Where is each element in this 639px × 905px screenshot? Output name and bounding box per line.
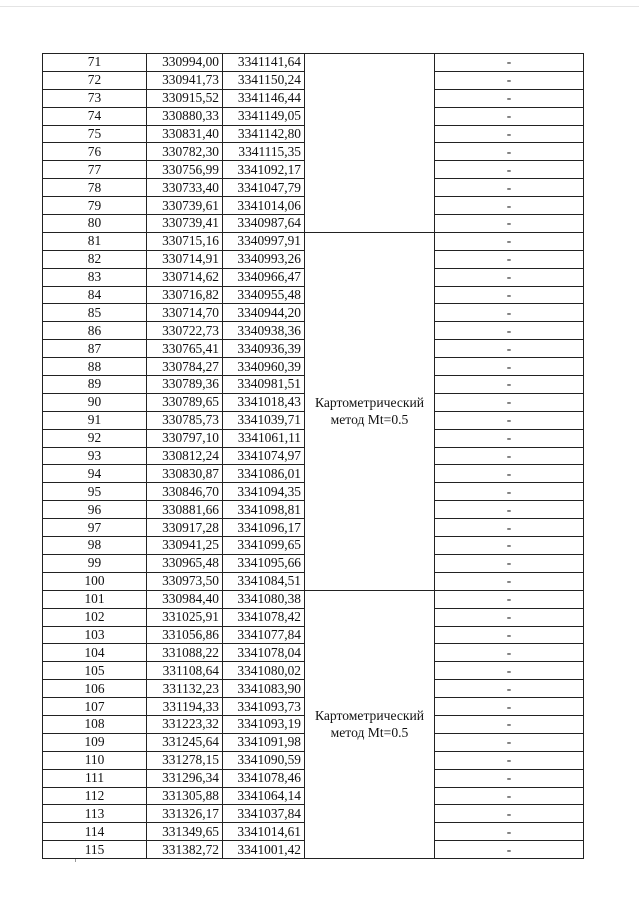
x-coordinate-cell: 330880,33 bbox=[147, 107, 223, 125]
y-coordinate-cell: 3341047,79 bbox=[223, 179, 305, 197]
x-coordinate-cell: 331194,33 bbox=[147, 698, 223, 716]
accuracy-cell: - bbox=[435, 572, 584, 590]
point-number-cell: 92 bbox=[43, 429, 147, 447]
point-number-cell: 78 bbox=[43, 179, 147, 197]
accuracy-cell: - bbox=[435, 626, 584, 644]
point-number-cell: 114 bbox=[43, 823, 147, 841]
accuracy-cell: - bbox=[435, 376, 584, 394]
y-coordinate-cell: 3341093,73 bbox=[223, 698, 305, 716]
x-coordinate-cell: 331245,64 bbox=[147, 733, 223, 751]
y-coordinate-cell: 3341146,44 bbox=[223, 89, 305, 107]
point-number-cell: 90 bbox=[43, 393, 147, 411]
x-coordinate-cell: 330739,41 bbox=[147, 215, 223, 233]
y-coordinate-cell: 3341150,24 bbox=[223, 71, 305, 89]
accuracy-cell: - bbox=[435, 54, 584, 72]
accuracy-cell: - bbox=[435, 268, 584, 286]
x-coordinate-cell: 331382,72 bbox=[147, 841, 223, 859]
point-number-cell: 85 bbox=[43, 304, 147, 322]
point-number-cell: 86 bbox=[43, 322, 147, 340]
x-coordinate-cell: 330812,24 bbox=[147, 447, 223, 465]
y-coordinate-cell: 3340981,51 bbox=[223, 376, 305, 394]
accuracy-cell: - bbox=[435, 71, 584, 89]
point-number-cell: 105 bbox=[43, 662, 147, 680]
accuracy-cell: - bbox=[435, 769, 584, 787]
x-coordinate-cell: 331296,34 bbox=[147, 769, 223, 787]
x-coordinate-cell: 330846,70 bbox=[147, 483, 223, 501]
accuracy-cell: - bbox=[435, 787, 584, 805]
y-coordinate-cell: 3341064,14 bbox=[223, 787, 305, 805]
method-cell: Картометрический метод Mt=0.5 bbox=[305, 590, 435, 858]
point-number-cell: 84 bbox=[43, 286, 147, 304]
x-coordinate-cell: 330984,40 bbox=[147, 590, 223, 608]
point-number-cell: 95 bbox=[43, 483, 147, 501]
y-coordinate-cell: 3341039,71 bbox=[223, 411, 305, 429]
y-coordinate-cell: 3340987,64 bbox=[223, 215, 305, 233]
accuracy-cell: - bbox=[435, 232, 584, 250]
table-row bbox=[43, 54, 584, 72]
point-number-cell: 72 bbox=[43, 71, 147, 89]
x-coordinate-cell: 330714,91 bbox=[147, 250, 223, 268]
scan-speck bbox=[75, 859, 76, 862]
point-number-cell: 104 bbox=[43, 644, 147, 662]
y-coordinate-cell: 3341014,06 bbox=[223, 197, 305, 215]
x-coordinate-cell: 331223,32 bbox=[147, 715, 223, 733]
x-coordinate-cell: 330722,73 bbox=[147, 322, 223, 340]
point-number-cell: 91 bbox=[43, 411, 147, 429]
x-coordinate-cell: 330915,52 bbox=[147, 89, 223, 107]
y-coordinate-cell: 3340936,39 bbox=[223, 340, 305, 358]
y-coordinate-cell: 3340955,48 bbox=[223, 286, 305, 304]
point-number-cell: 89 bbox=[43, 376, 147, 394]
point-number-cell: 87 bbox=[43, 340, 147, 358]
y-coordinate-cell: 3340960,39 bbox=[223, 358, 305, 376]
x-coordinate-cell: 330715,16 bbox=[147, 232, 223, 250]
y-coordinate-cell: 3341018,43 bbox=[223, 393, 305, 411]
y-coordinate-cell: 3341086,01 bbox=[223, 465, 305, 483]
table-row bbox=[43, 232, 584, 250]
accuracy-cell: - bbox=[435, 590, 584, 608]
accuracy-cell: - bbox=[435, 215, 584, 233]
point-number-cell: 88 bbox=[43, 358, 147, 376]
x-coordinate-cell: 331108,64 bbox=[147, 662, 223, 680]
y-coordinate-cell: 3341014,61 bbox=[223, 823, 305, 841]
accuracy-cell: - bbox=[435, 411, 584, 429]
y-coordinate-cell: 3341096,17 bbox=[223, 519, 305, 537]
point-number-cell: 83 bbox=[43, 268, 147, 286]
point-number-cell: 73 bbox=[43, 89, 147, 107]
x-coordinate-cell: 331056,86 bbox=[147, 626, 223, 644]
y-coordinate-cell: 3340993,26 bbox=[223, 250, 305, 268]
y-coordinate-cell: 3341084,51 bbox=[223, 572, 305, 590]
x-coordinate-cell: 330733,40 bbox=[147, 179, 223, 197]
y-coordinate-cell: 3340966,47 bbox=[223, 268, 305, 286]
point-number-cell: 108 bbox=[43, 715, 147, 733]
accuracy-cell: - bbox=[435, 823, 584, 841]
accuracy-cell: - bbox=[435, 429, 584, 447]
accuracy-cell: - bbox=[435, 501, 584, 519]
x-coordinate-cell: 331025,91 bbox=[147, 608, 223, 626]
accuracy-cell: - bbox=[435, 733, 584, 751]
accuracy-cell: - bbox=[435, 608, 584, 626]
accuracy-cell: - bbox=[435, 393, 584, 411]
y-coordinate-cell: 3341077,84 bbox=[223, 626, 305, 644]
x-coordinate-cell: 330831,40 bbox=[147, 125, 223, 143]
method-cell bbox=[305, 54, 435, 233]
y-coordinate-cell: 3341142,80 bbox=[223, 125, 305, 143]
accuracy-cell: - bbox=[435, 161, 584, 179]
x-coordinate-cell: 330714,70 bbox=[147, 304, 223, 322]
accuracy-cell: - bbox=[435, 358, 584, 376]
accuracy-cell: - bbox=[435, 304, 584, 322]
y-coordinate-cell: 3341078,46 bbox=[223, 769, 305, 787]
y-coordinate-cell: 3341093,19 bbox=[223, 715, 305, 733]
point-number-cell: 102 bbox=[43, 608, 147, 626]
accuracy-cell: - bbox=[435, 537, 584, 555]
x-coordinate-cell: 330782,30 bbox=[147, 143, 223, 161]
x-coordinate-cell: 330716,82 bbox=[147, 286, 223, 304]
accuracy-cell: - bbox=[435, 197, 584, 215]
x-coordinate-cell: 330994,00 bbox=[147, 54, 223, 72]
accuracy-cell: - bbox=[435, 483, 584, 501]
x-coordinate-cell: 330789,65 bbox=[147, 393, 223, 411]
point-number-cell: 97 bbox=[43, 519, 147, 537]
x-coordinate-cell: 330714,62 bbox=[147, 268, 223, 286]
accuracy-cell: - bbox=[435, 286, 584, 304]
point-number-cell: 115 bbox=[43, 841, 147, 859]
x-coordinate-cell: 330789,36 bbox=[147, 376, 223, 394]
point-number-cell: 107 bbox=[43, 698, 147, 716]
coordinates-table-body bbox=[43, 54, 584, 859]
y-coordinate-cell: 3341001,42 bbox=[223, 841, 305, 859]
point-number-cell: 75 bbox=[43, 125, 147, 143]
point-number-cell: 101 bbox=[43, 590, 147, 608]
accuracy-cell: - bbox=[435, 680, 584, 698]
accuracy-cell: - bbox=[435, 322, 584, 340]
y-coordinate-cell: 3341074,97 bbox=[223, 447, 305, 465]
point-number-cell: 94 bbox=[43, 465, 147, 483]
accuracy-cell: - bbox=[435, 250, 584, 268]
y-coordinate-cell: 3340997,91 bbox=[223, 232, 305, 250]
y-coordinate-cell: 3341078,04 bbox=[223, 644, 305, 662]
table-row bbox=[43, 590, 584, 608]
accuracy-cell: - bbox=[435, 447, 584, 465]
point-number-cell: 113 bbox=[43, 805, 147, 823]
x-coordinate-cell: 331132,23 bbox=[147, 680, 223, 698]
x-coordinate-cell: 330965,48 bbox=[147, 554, 223, 572]
y-coordinate-cell: 3341099,65 bbox=[223, 537, 305, 555]
x-coordinate-cell: 331305,88 bbox=[147, 787, 223, 805]
accuracy-cell: - bbox=[435, 143, 584, 161]
x-coordinate-cell: 331349,65 bbox=[147, 823, 223, 841]
point-number-cell: 77 bbox=[43, 161, 147, 179]
y-coordinate-cell: 3341149,05 bbox=[223, 107, 305, 125]
y-coordinate-cell: 3341115,35 bbox=[223, 143, 305, 161]
x-coordinate-cell: 330941,25 bbox=[147, 537, 223, 555]
y-coordinate-cell: 3341083,90 bbox=[223, 680, 305, 698]
y-coordinate-cell: 3341080,38 bbox=[223, 590, 305, 608]
point-number-cell: 109 bbox=[43, 733, 147, 751]
x-coordinate-cell: 330973,50 bbox=[147, 572, 223, 590]
x-coordinate-cell: 330739,61 bbox=[147, 197, 223, 215]
coordinates-table bbox=[42, 53, 584, 859]
point-number-cell: 82 bbox=[43, 250, 147, 268]
point-number-cell: 79 bbox=[43, 197, 147, 215]
y-coordinate-cell: 3341094,35 bbox=[223, 483, 305, 501]
accuracy-cell: - bbox=[435, 751, 584, 769]
x-coordinate-cell: 330941,73 bbox=[147, 71, 223, 89]
scan-speck bbox=[0, 6, 639, 7]
x-coordinate-cell: 330784,27 bbox=[147, 358, 223, 376]
point-number-cell: 81 bbox=[43, 232, 147, 250]
accuracy-cell: - bbox=[435, 554, 584, 572]
point-number-cell: 106 bbox=[43, 680, 147, 698]
point-number-cell: 80 bbox=[43, 215, 147, 233]
y-coordinate-cell: 3340938,36 bbox=[223, 322, 305, 340]
point-number-cell: 93 bbox=[43, 447, 147, 465]
accuracy-cell: - bbox=[435, 698, 584, 716]
point-number-cell: 110 bbox=[43, 751, 147, 769]
accuracy-cell: - bbox=[435, 519, 584, 537]
x-coordinate-cell: 331278,15 bbox=[147, 751, 223, 769]
y-coordinate-cell: 3341091,98 bbox=[223, 733, 305, 751]
point-number-cell: 99 bbox=[43, 554, 147, 572]
point-number-cell: 76 bbox=[43, 143, 147, 161]
method-cell: Картометрический метод Mt=0.5 bbox=[305, 232, 435, 590]
y-coordinate-cell: 3341078,42 bbox=[223, 608, 305, 626]
y-coordinate-cell: 3341037,84 bbox=[223, 805, 305, 823]
point-number-cell: 74 bbox=[43, 107, 147, 125]
point-number-cell: 98 bbox=[43, 537, 147, 555]
point-number-cell: 111 bbox=[43, 769, 147, 787]
accuracy-cell: - bbox=[435, 662, 584, 680]
y-coordinate-cell: 3341095,66 bbox=[223, 554, 305, 572]
x-coordinate-cell: 330797,10 bbox=[147, 429, 223, 447]
y-coordinate-cell: 3341141,64 bbox=[223, 54, 305, 72]
point-number-cell: 100 bbox=[43, 572, 147, 590]
x-coordinate-cell: 331326,17 bbox=[147, 805, 223, 823]
x-coordinate-cell: 330917,28 bbox=[147, 519, 223, 537]
accuracy-cell: - bbox=[435, 340, 584, 358]
point-number-cell: 112 bbox=[43, 787, 147, 805]
y-coordinate-cell: 3340944,20 bbox=[223, 304, 305, 322]
x-coordinate-cell: 330756,99 bbox=[147, 161, 223, 179]
accuracy-cell: - bbox=[435, 805, 584, 823]
y-coordinate-cell: 3341090,59 bbox=[223, 751, 305, 769]
point-number-cell: 103 bbox=[43, 626, 147, 644]
y-coordinate-cell: 3341092,17 bbox=[223, 161, 305, 179]
accuracy-cell: - bbox=[435, 841, 584, 859]
accuracy-cell: - bbox=[435, 715, 584, 733]
accuracy-cell: - bbox=[435, 89, 584, 107]
y-coordinate-cell: 3341080,02 bbox=[223, 662, 305, 680]
accuracy-cell: - bbox=[435, 107, 584, 125]
accuracy-cell: - bbox=[435, 465, 584, 483]
y-coordinate-cell: 3341098,81 bbox=[223, 501, 305, 519]
x-coordinate-cell: 330830,87 bbox=[147, 465, 223, 483]
x-coordinate-cell: 330785,73 bbox=[147, 411, 223, 429]
x-coordinate-cell: 331088,22 bbox=[147, 644, 223, 662]
accuracy-cell: - bbox=[435, 179, 584, 197]
point-number-cell: 71 bbox=[43, 54, 147, 72]
point-number-cell: 96 bbox=[43, 501, 147, 519]
x-coordinate-cell: 330881,66 bbox=[147, 501, 223, 519]
x-coordinate-cell: 330765,41 bbox=[147, 340, 223, 358]
accuracy-cell: - bbox=[435, 644, 584, 662]
accuracy-cell: - bbox=[435, 125, 584, 143]
y-coordinate-cell: 3341061,11 bbox=[223, 429, 305, 447]
